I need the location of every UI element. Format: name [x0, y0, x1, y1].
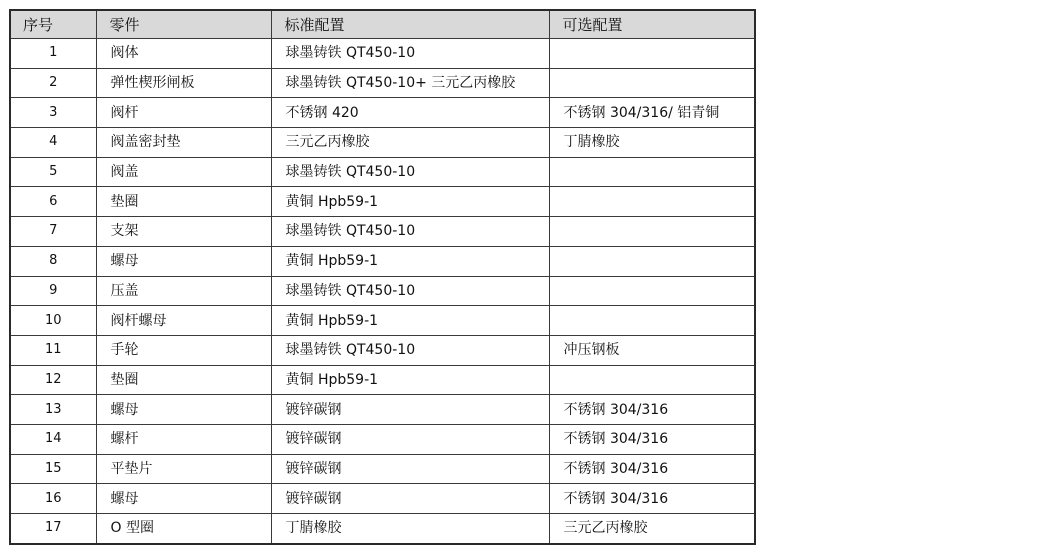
- table-row: [10, 335, 755, 365]
- cell-serial-no: 1: [10, 39, 96, 69]
- cell-part: 阀杆螺母: [96, 306, 271, 336]
- table-row: [10, 306, 755, 336]
- cell-part: 螺母: [96, 395, 271, 425]
- cell-optional-config: [549, 39, 755, 69]
- cell-part: 螺母: [96, 484, 271, 514]
- cell-serial-no: 6: [10, 187, 96, 217]
- cell-part: O 型圈: [96, 514, 271, 544]
- table-row: [10, 187, 755, 217]
- cell-optional-config: 丁腈橡胶: [549, 128, 755, 158]
- cell-standard-config: 镀锌碳钢: [271, 484, 549, 514]
- cell-serial-no: 8: [10, 246, 96, 276]
- cell-standard-config: 不锈钢 420: [271, 98, 549, 128]
- header-row: [10, 10, 755, 39]
- parts-material-table: [9, 9, 756, 545]
- cell-standard-config: 镀锌碳钢: [271, 454, 549, 484]
- table-row: [10, 454, 755, 484]
- parts-table-container: [9, 9, 754, 545]
- header-standard-config: 标准配置: [271, 10, 549, 39]
- cell-optional-config: [549, 187, 755, 217]
- cell-part: 螺母: [96, 246, 271, 276]
- header-serial-no: 序号: [10, 10, 96, 39]
- cell-part: 平垫片: [96, 454, 271, 484]
- cell-serial-no: 11: [10, 335, 96, 365]
- table-row: [10, 128, 755, 158]
- table-body: [10, 39, 755, 544]
- cell-serial-no: 9: [10, 276, 96, 306]
- cell-part: 螺杆: [96, 424, 271, 454]
- cell-part: 弹性楔形闸板: [96, 68, 271, 98]
- cell-optional-config: 不锈钢 304/316: [549, 484, 755, 514]
- table-row: [10, 484, 755, 514]
- cell-optional-config: [549, 276, 755, 306]
- cell-standard-config: 黄铜 Hpb59-1: [271, 306, 549, 336]
- cell-optional-config: [549, 306, 755, 336]
- cell-standard-config: 球墨铸铁 QT450-10: [271, 276, 549, 306]
- cell-serial-no: 4: [10, 128, 96, 158]
- cell-serial-no: 15: [10, 454, 96, 484]
- cell-optional-config: [549, 68, 755, 98]
- cell-part: 手轮: [96, 335, 271, 365]
- cell-serial-no: 14: [10, 424, 96, 454]
- cell-part: 阀杆: [96, 98, 271, 128]
- cell-serial-no: 7: [10, 217, 96, 247]
- table-row: [10, 68, 755, 98]
- cell-serial-no: 5: [10, 157, 96, 187]
- cell-optional-config: 不锈钢 304/316: [549, 424, 755, 454]
- cell-part: 垫圈: [96, 365, 271, 395]
- cell-optional-config: 三元乙丙橡胶: [549, 514, 755, 544]
- table-row: [10, 395, 755, 425]
- cell-standard-config: 球墨铸铁 QT450-10: [271, 335, 549, 365]
- cell-standard-config: 镀锌碳钢: [271, 395, 549, 425]
- cell-optional-config: 不锈钢 304/316: [549, 454, 755, 484]
- cell-serial-no: 13: [10, 395, 96, 425]
- cell-optional-config: [549, 157, 755, 187]
- header-optional-config: 可选配置: [549, 10, 755, 39]
- cell-serial-no: 3: [10, 98, 96, 128]
- cell-serial-no: 2: [10, 68, 96, 98]
- table-row: [10, 98, 755, 128]
- table-row: [10, 365, 755, 395]
- cell-standard-config: 球墨铸铁 QT450-10: [271, 157, 549, 187]
- cell-part: 阀盖: [96, 157, 271, 187]
- table-row: [10, 514, 755, 544]
- cell-optional-config: 不锈钢 304/316/ 铝青铜: [549, 98, 755, 128]
- cell-standard-config: 镀锌碳钢: [271, 424, 549, 454]
- cell-optional-config: [549, 246, 755, 276]
- header-part: 零件: [96, 10, 271, 39]
- cell-standard-config: 黄铜 Hpb59-1: [271, 246, 549, 276]
- cell-standard-config: 球墨铸铁 QT450-10+ 三元乙丙橡胶: [271, 68, 549, 98]
- table-row: [10, 276, 755, 306]
- cell-standard-config: 球墨铸铁 QT450-10: [271, 39, 549, 69]
- table-row: [10, 39, 755, 69]
- table-row: [10, 246, 755, 276]
- cell-standard-config: 三元乙丙橡胶: [271, 128, 549, 158]
- cell-standard-config: 球墨铸铁 QT450-10: [271, 217, 549, 247]
- cell-optional-config: [549, 365, 755, 395]
- cell-optional-config: [549, 217, 755, 247]
- cell-part: 阀盖密封垫: [96, 128, 271, 158]
- cell-standard-config: 黄铜 Hpb59-1: [271, 365, 549, 395]
- cell-serial-no: 16: [10, 484, 96, 514]
- table-header: [10, 10, 755, 39]
- table-row: [10, 157, 755, 187]
- cell-serial-no: 12: [10, 365, 96, 395]
- cell-part: 阀体: [96, 39, 271, 69]
- table-row: [10, 424, 755, 454]
- cell-standard-config: 黄铜 Hpb59-1: [271, 187, 549, 217]
- cell-serial-no: 17: [10, 514, 96, 544]
- table-row: [10, 217, 755, 247]
- cell-part: 垫圈: [96, 187, 271, 217]
- cell-optional-config: 冲压钢板: [549, 335, 755, 365]
- cell-part: 支架: [96, 217, 271, 247]
- cell-serial-no: 10: [10, 306, 96, 336]
- cell-optional-config: 不锈钢 304/316: [549, 395, 755, 425]
- cell-part: 压盖: [96, 276, 271, 306]
- cell-standard-config: 丁腈橡胶: [271, 514, 549, 544]
